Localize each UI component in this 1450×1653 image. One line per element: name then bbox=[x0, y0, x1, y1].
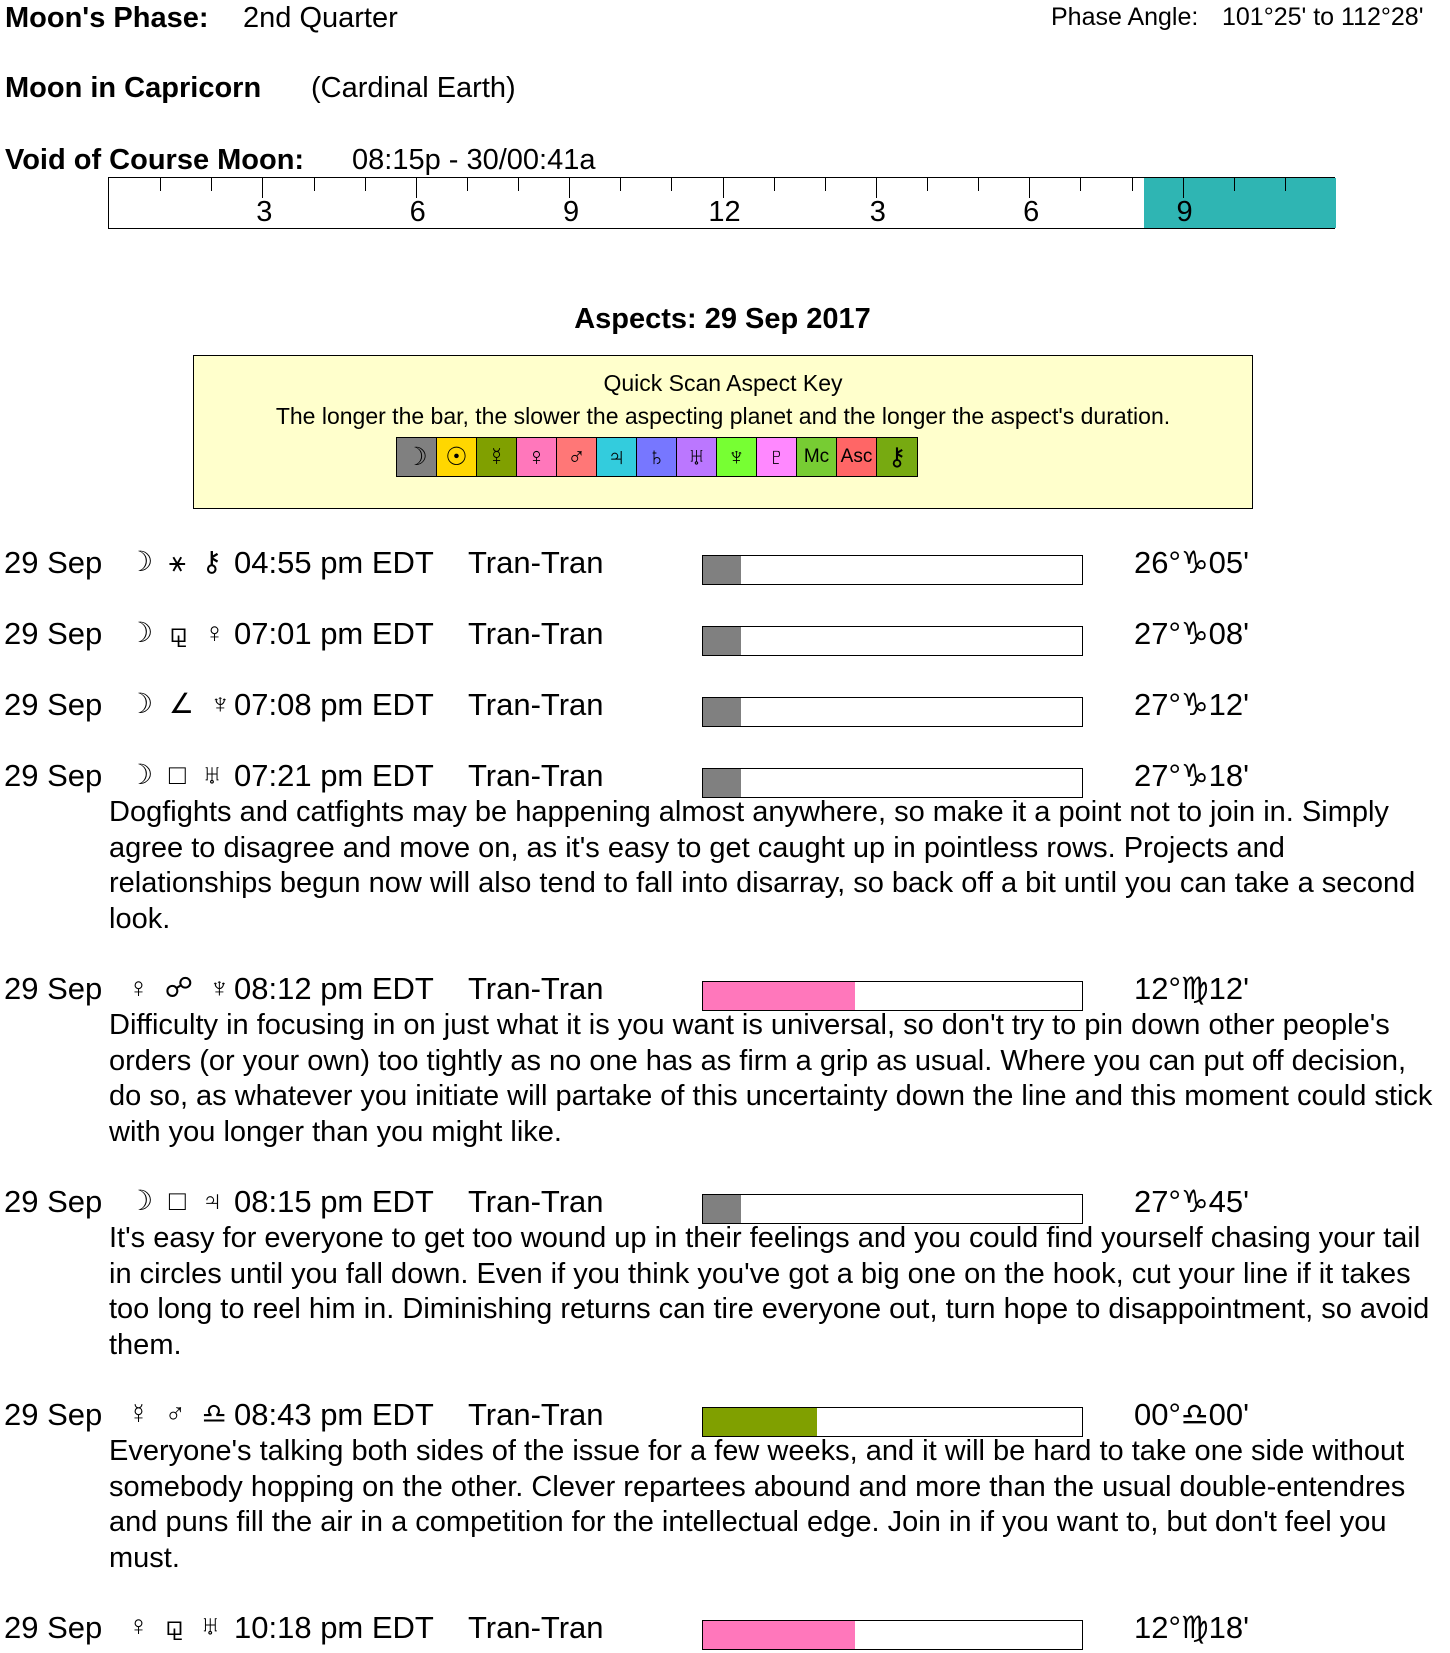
aspect-glyphs: ☽ ⚼ ♀ bbox=[128, 617, 230, 648]
aspect-position: 12°♍18' bbox=[1134, 1610, 1250, 1645]
aspect-glyphs: ♀ ☍ ♆ bbox=[128, 972, 234, 1003]
aspect-glyphs: ♀ ⚼ ♅ bbox=[128, 1610, 225, 1641]
voc-timeline bbox=[108, 177, 1335, 229]
aspect-duration-fill bbox=[703, 556, 741, 584]
aspects-title: Aspects: 29 Sep 2017 bbox=[574, 303, 871, 335]
jupiter-icon: ♃ bbox=[597, 438, 637, 476]
aspect-row bbox=[0, 1397, 1450, 1437]
aspect-type: Tran-Tran bbox=[468, 1610, 604, 1645]
aspect-glyphs: ☽ □ ♃ bbox=[128, 1185, 227, 1216]
aspect-glyphs: ☽ ⚹ ⚷ bbox=[128, 546, 226, 577]
timeline-tick bbox=[1285, 178, 1286, 191]
aspect-date: 29 Sep bbox=[4, 1610, 103, 1645]
timeline-tick bbox=[160, 178, 161, 191]
mars-icon: ♂ bbox=[557, 438, 597, 476]
timeline-tick bbox=[314, 178, 315, 191]
phase-angle-label: Phase Angle: bbox=[1051, 3, 1199, 31]
aspect-duration-fill bbox=[703, 982, 855, 1010]
moon-phase-value: 2nd Quarter bbox=[243, 2, 398, 34]
aspect-row bbox=[0, 758, 1450, 798]
aspect-row bbox=[0, 971, 1450, 1011]
sun-icon: ☉ bbox=[437, 438, 477, 476]
timeline-tick bbox=[467, 178, 468, 191]
voc-label: Void of Course Moon: bbox=[5, 144, 305, 176]
aspect-duration-bar bbox=[702, 626, 1083, 656]
aspect-glyphs: ☽ □ ♅ bbox=[128, 759, 227, 790]
aspect-time: 10:18 pm EDT bbox=[234, 1610, 434, 1645]
aspect-position: 27°♑12' bbox=[1134, 687, 1250, 722]
mercury-icon: ☿ bbox=[477, 438, 517, 476]
timeline-tick bbox=[876, 178, 877, 198]
timeline-tick bbox=[1234, 178, 1235, 191]
timeline-hour-label: 12 bbox=[708, 196, 741, 228]
aspect-date: 29 Sep bbox=[4, 971, 103, 1006]
aspect-duration-fill bbox=[703, 698, 741, 726]
moon-sign-detail: (Cardinal Earth) bbox=[311, 72, 516, 104]
aspect-duration-bar bbox=[702, 1194, 1083, 1224]
aspect-duration-fill bbox=[703, 1408, 817, 1436]
timeline-tick bbox=[1183, 178, 1184, 198]
aspect-key-chips bbox=[396, 437, 918, 477]
aspect-duration-fill bbox=[703, 769, 741, 797]
aspect-duration-fill bbox=[703, 1195, 741, 1223]
timeline-tick bbox=[1029, 178, 1030, 198]
aspect-date: 29 Sep bbox=[4, 758, 103, 793]
aspect-type: Tran-Tran bbox=[468, 1397, 604, 1432]
aspect-time: 07:08 pm EDT bbox=[234, 687, 434, 722]
aspect-duration-bar bbox=[702, 981, 1083, 1011]
timeline-tick bbox=[825, 178, 826, 191]
aspect-duration-bar bbox=[702, 768, 1083, 798]
moon-sign-label: Moon in Capricorn bbox=[5, 72, 262, 104]
aspect-type: Tran-Tran bbox=[468, 545, 604, 580]
moon-phase-label: Moon's Phase: bbox=[5, 2, 209, 34]
aspect-date: 29 Sep bbox=[4, 1397, 103, 1432]
aspect-time: 07:01 pm EDT bbox=[234, 616, 434, 651]
timeline-tick bbox=[569, 178, 570, 198]
aspect-row bbox=[0, 1184, 1450, 1224]
aspect-duration-fill bbox=[703, 1621, 855, 1649]
aspect-duration-bar bbox=[702, 1407, 1083, 1437]
voc-highlight bbox=[1144, 178, 1336, 228]
aspect-type: Tran-Tran bbox=[468, 687, 604, 722]
aspect-row bbox=[0, 687, 1450, 727]
aspect-type: Tran-Tran bbox=[468, 758, 604, 793]
aspect-type: Tran-Tran bbox=[468, 971, 604, 1006]
aspect-key-title: Quick Scan Aspect Key bbox=[603, 370, 843, 396]
timeline-tick bbox=[978, 178, 979, 191]
aspect-duration-bar bbox=[702, 697, 1083, 727]
timeline-hour-label: 9 bbox=[563, 196, 580, 228]
aspect-key-box bbox=[193, 355, 1253, 509]
timeline-hour-label: 3 bbox=[256, 196, 273, 228]
saturn-icon: ♄ bbox=[637, 438, 677, 476]
aspect-glyphs: ☿ ♂ ♎ bbox=[128, 1398, 231, 1429]
aspect-description: It's easy for everyone to get too wound up in their feelings and you could find yourself chasing your tail in circles until you fall down. Even if you think you've got a big one on the hook, cut your line if it takes too long to reel him in. Diminishing returns can tire everyone out, turn hope to disappointment, so avoid them. bbox=[109, 1222, 1430, 1361]
timeline-tick bbox=[1132, 178, 1133, 191]
timeline-tick bbox=[416, 178, 417, 198]
midheaven-icon: Mc bbox=[797, 438, 837, 476]
voc-value: 08:15p - 30/00:41a bbox=[352, 144, 596, 176]
aspect-duration-fill bbox=[703, 627, 741, 655]
aspect-type: Tran-Tran bbox=[468, 1184, 604, 1219]
timeline-tick bbox=[1080, 178, 1081, 191]
aspect-date: 29 Sep bbox=[4, 545, 103, 580]
aspect-position: 12°♍12' bbox=[1134, 971, 1250, 1006]
aspect-time: 08:43 pm EDT bbox=[234, 1397, 434, 1432]
aspect-position: 26°♑05' bbox=[1134, 545, 1250, 580]
aspect-description: Difficulty in focusing in on just what it is you want is universal, so don't try to pin down other people's orders (or your own) too tightly as no one has as firm a grip as usual. Where you can put off decision, do so, as whatever you initiate will partake of this uncertainty down the line and this moment could stick with you longer than you might like. bbox=[109, 1009, 1433, 1148]
aspect-row bbox=[0, 545, 1450, 585]
timeline-hour-label: 6 bbox=[409, 196, 426, 228]
timeline-tick bbox=[774, 178, 775, 191]
timeline-hour-label: 6 bbox=[1023, 196, 1040, 228]
chiron-icon: ⚷ bbox=[877, 438, 917, 476]
uranus-icon: ♅ bbox=[677, 438, 717, 476]
aspect-date: 29 Sep bbox=[4, 616, 103, 651]
pluto-icon: ♇ bbox=[757, 438, 797, 476]
aspect-position: 00°♎00' bbox=[1134, 1397, 1250, 1432]
phase-angle-value: 101°25' to 112°28' bbox=[1222, 3, 1424, 31]
aspect-glyphs: ☽ ∠ ♆ bbox=[128, 688, 235, 719]
aspect-date: 29 Sep bbox=[4, 1184, 103, 1219]
aspect-type: Tran-Tran bbox=[468, 616, 604, 651]
aspect-duration-bar bbox=[702, 1620, 1083, 1650]
aspect-row bbox=[0, 616, 1450, 656]
aspect-time: 04:55 pm EDT bbox=[234, 545, 434, 580]
ascendant-icon: Asc bbox=[837, 438, 877, 476]
aspect-key-text: The longer the bar, the slower the aspecting planet and the longer the aspect's duration. bbox=[275, 403, 1171, 429]
timeline-tick bbox=[262, 178, 263, 198]
timeline-hour-label: 3 bbox=[869, 196, 886, 228]
aspect-duration-bar bbox=[702, 555, 1083, 585]
timeline-tick bbox=[620, 178, 621, 191]
timeline-tick bbox=[211, 178, 212, 191]
aspect-row bbox=[0, 1610, 1450, 1650]
aspect-position: 27°♑18' bbox=[1134, 758, 1250, 793]
aspect-date: 29 Sep bbox=[4, 687, 103, 722]
timeline-tick bbox=[927, 178, 928, 191]
aspect-description: Everyone's talking both sides of the issue for a few weeks, and it will be hard to take one side without somebody hopping on the other. Clever repartees abound and more than the usual double-entendres and puns fill the air in a competition for the intellectual edge. Join in if you want to, but don't feel you must. bbox=[109, 1435, 1406, 1574]
moon-icon: ☽ bbox=[397, 438, 437, 476]
aspect-position: 27°♑08' bbox=[1134, 616, 1250, 651]
venus-icon: ♀ bbox=[517, 438, 557, 476]
timeline-hour-label: 9 bbox=[1176, 196, 1193, 228]
neptune-icon: ♆ bbox=[717, 438, 757, 476]
timeline-tick bbox=[518, 178, 519, 191]
timeline-tick bbox=[365, 178, 366, 191]
aspect-position: 27°♑45' bbox=[1134, 1184, 1250, 1219]
timeline-tick bbox=[723, 178, 724, 198]
aspect-time: 08:12 pm EDT bbox=[234, 971, 434, 1006]
timeline-tick bbox=[671, 178, 672, 191]
aspect-description: Dogfights and catfights may be happening almost anywhere, so make it a point not to join in. Simply agree to disagree and move on, as it's easy to get caught up in pointless rows. Projects and relationships begun now will also tend to fall into disarray, so back off a bit until you can take a second look. bbox=[109, 796, 1416, 935]
aspect-time: 08:15 pm EDT bbox=[234, 1184, 434, 1219]
aspect-time: 07:21 pm EDT bbox=[234, 758, 434, 793]
